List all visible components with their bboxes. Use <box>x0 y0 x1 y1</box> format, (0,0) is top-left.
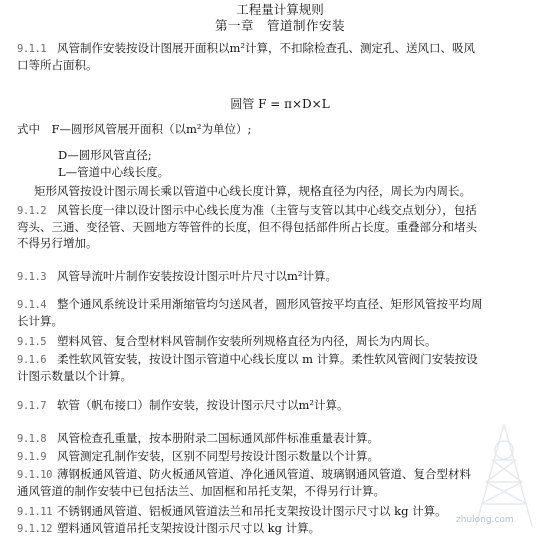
clause-text: 柔性软风管安装，按设计图示管道中心线长度以 m 计算。柔性软风管阀门安装按设 <box>57 352 478 366</box>
document-title: 工程量计算规则 <box>236 2 324 17</box>
clause-number: 9.1.8 <box>17 433 47 445</box>
clause-text-cont: 不得另行增加。 <box>17 236 98 250</box>
clause-9-1-7 <box>17 397 547 414</box>
clause-9-1-3 <box>17 268 547 285</box>
formula-var-l: L—管道中心线长度。 <box>58 165 170 179</box>
clause-text: 塑料风管、复合型材料风管制作安装所列规格直径为内径，周长为内周长。 <box>57 334 437 348</box>
clause-text: 不锈钢通风管道、铝板通风管道法兰和吊托支架按设计图示尺寸以 kg 计算。 <box>57 504 447 518</box>
formula-where-label: 式中 F—圆形风管展开面积（以m²为单位）; <box>17 122 252 136</box>
rect-duct-rule: 矩形风管按设计图示周长乘以管道中心线长度计算，规格直径为内径，周长为内周长。 <box>34 184 471 198</box>
clause-9-1-6 <box>17 351 547 384</box>
clause-number: 9.1.11 <box>17 506 52 518</box>
clause-number: 9.1.1 <box>17 43 47 55</box>
clause-text-cont: 口等所占面积。 <box>17 58 98 72</box>
clause-number: 9.1.3 <box>17 271 47 283</box>
clause-text: 整个通风系统设计采用渐缩管均匀送风者，圆形风管按平均直径、矩形风管按平均周 <box>57 297 483 311</box>
clause-number: 9.1.12 <box>17 523 52 535</box>
clause-9-1-1 <box>17 40 547 73</box>
clause-text: 风管制作安装按设计图展开面积以m²计算，不扣除检查孔、测定孔、送风口、吸风 <box>57 41 476 55</box>
chapter-heading: 第一章 管道制作安装 <box>214 18 345 33</box>
clause-9-1-4 <box>17 296 547 329</box>
formula-round-duct: 圆管 F = π×D×L <box>230 97 330 111</box>
clause-text-cont: 通风管道的制作安装中已包括法兰、加固框和吊托支架，不得另行计算。 <box>17 484 385 498</box>
clause-text: 风管检查孔重量，按本册附录二国标通风部件标准重量表计算。 <box>57 431 379 445</box>
clause-text: 塑料通风管道吊托支架按设计图示尺寸以 kg 计算。 <box>57 521 321 535</box>
clause-number: 9.1.6 <box>17 354 47 366</box>
clause-number: 9.1.2 <box>17 205 47 217</box>
clause-text-cont: 计图示数量以个计算。 <box>17 369 132 383</box>
formula-var-d: D—圆形风管直径; <box>58 148 152 162</box>
clause-text: 薄钢板通风管道、防火板通风管道、净化通风管道、玻璃钢通风管道、复合型材料 <box>57 467 471 481</box>
clause-text: 风管测定孔制作安装，区别不同型号按设计图示数量以个计算。 <box>57 449 379 463</box>
clause-text: 软管（帆布接口）制作安装，按设计图示尺寸以m²计算。 <box>57 398 349 412</box>
clause-9-1-2 <box>17 202 547 251</box>
clause-number: 9.1.5 <box>17 336 47 348</box>
clause-9-1-5 <box>17 333 547 350</box>
clause-text: 风管导流叶片制作安装按设计图示叶片尺寸以m²计算。 <box>57 269 338 283</box>
clause-text-cont: 长计算。 <box>17 314 63 328</box>
clause-number: 9.1.10 <box>17 469 52 481</box>
clause-number: 9.1.7 <box>17 400 47 412</box>
clause-number: 9.1.9 <box>17 451 47 463</box>
clause-text: 风管长度一律以设计图示中心线长度为准（主管与支管以其中心线交点划分），包括 <box>57 203 477 217</box>
clause-number: 9.1.4 <box>17 299 47 311</box>
watermark-text: zhulong.com <box>456 515 514 525</box>
clause-text-cont: 弯头、三通、变径管、天圆地方等管件的长度，但不得包括部件所占长度。重叠部分和堵头 <box>17 220 477 234</box>
